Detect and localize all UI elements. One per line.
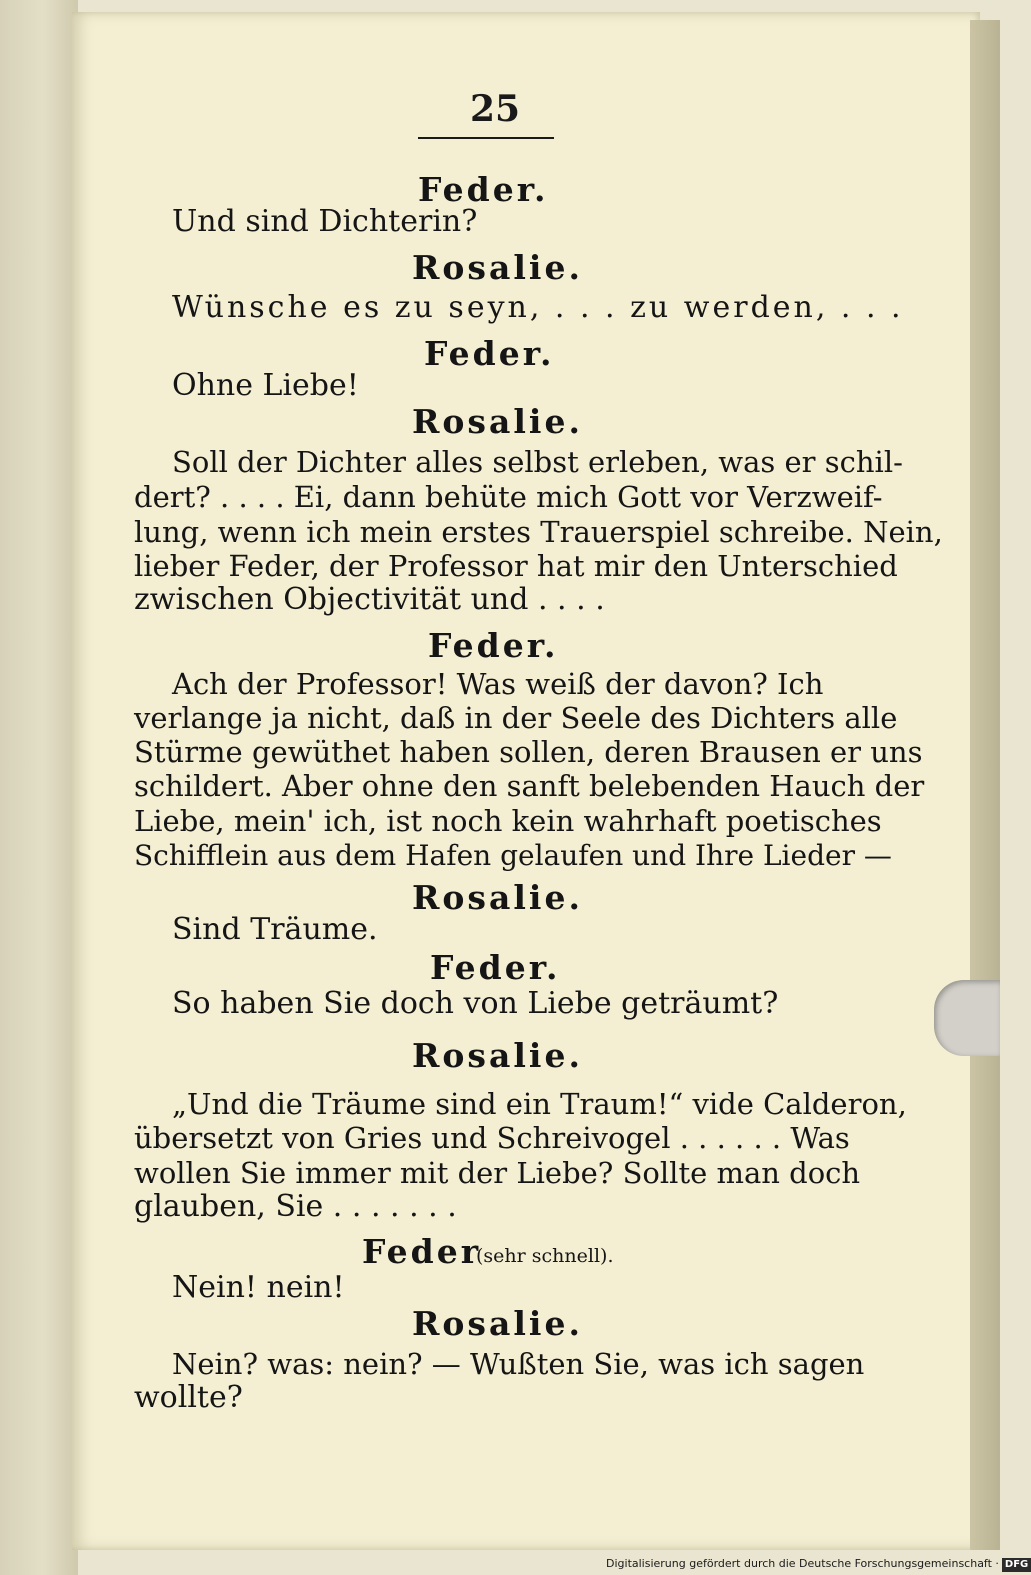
text-line: Nein! nein! (172, 1270, 345, 1305)
digitization-credit (606, 1553, 1031, 1575)
speaker-feder: Feder. (424, 334, 555, 373)
speaker-rosalie: Rosalie. (412, 402, 583, 441)
page-number: 25 (469, 88, 521, 130)
credit-text: Digitalisierung gefördert durch die Deutsche Forschungsgemeinschaft · (606, 1557, 999, 1570)
speaker-rosalie: Rosalie. (412, 1304, 583, 1343)
speaker-feder: Feder. (418, 170, 549, 209)
text-line: Ach der Professor! Was weiß der davon? Ich (172, 667, 824, 701)
text-line: verlange ja nicht, daß in der Seele des Dichters alle (134, 701, 898, 735)
text-line: Soll der Dichter alles selbst erleben, was er schil- (172, 445, 903, 479)
page-tab-marker (934, 980, 1000, 1056)
text-line: Liebe, mein' ich, ist noch kein wahrhaft poetisches (134, 804, 882, 838)
header-rule (418, 137, 554, 139)
text-line: übersetzt von Gries und Schreivogel . . . . . . Was (134, 1121, 850, 1155)
speaker-feder: Feder. (428, 626, 559, 665)
speaker-rosalie: Rosalie. (412, 878, 583, 917)
text-line: Wünsche es zu seyn, . . . zu werden, . . . (172, 290, 904, 325)
dfg-logo: DFG (1002, 1558, 1031, 1572)
speaker-rosalie: Rosalie. (412, 248, 583, 287)
text-line: „Und die Träume sind ein Traum!“ vide Calderon, (172, 1087, 907, 1121)
text-line: lieber Feder, der Professor hat mir den Unterschied (134, 549, 898, 583)
text-line: So haben Sie doch von Liebe geträumt? (172, 986, 779, 1021)
text-line: wollen Sie immer mit der Liebe? Sollte man doch (134, 1156, 861, 1190)
text-line: Sind Träume. (172, 912, 378, 947)
text-line: dert? . . . . Ei, dann behüte mich Gott vor Verzweif- (134, 480, 883, 514)
text-line: zwischen Objectivität und . . . . (134, 582, 605, 617)
text-line: Ohne Liebe! (172, 368, 359, 403)
text-line: Schifflein aus dem Hafen gelaufen und Ihre Lieder — (134, 839, 892, 872)
text-line: wollte? (134, 1380, 243, 1415)
facing-page-edge (0, 0, 78, 1575)
text-line: Nein? was: nein? — Wußten Sie, was ich sagen (172, 1347, 865, 1381)
stage-direction: (sehr schnell). (476, 1245, 614, 1267)
text-line: lung, wenn ich mein erstes Trauerspiel schreibe. Nein, (134, 515, 943, 549)
text-line: schildert. Aber ohne den sanft belebenden Hauch der (134, 769, 925, 803)
speaker-feder: Feder. (430, 948, 561, 987)
text-line: Stürme gewüthet haben sollen, deren Brausen er uns (134, 735, 923, 769)
page-stack-edge (970, 20, 1000, 1550)
text-line: glauben, Sie . . . . . . . (134, 1189, 457, 1224)
speaker-rosalie: Rosalie. (412, 1036, 583, 1075)
text-line: Und sind Dichterin? (172, 204, 478, 239)
speaker-feder: Feder (362, 1232, 482, 1271)
